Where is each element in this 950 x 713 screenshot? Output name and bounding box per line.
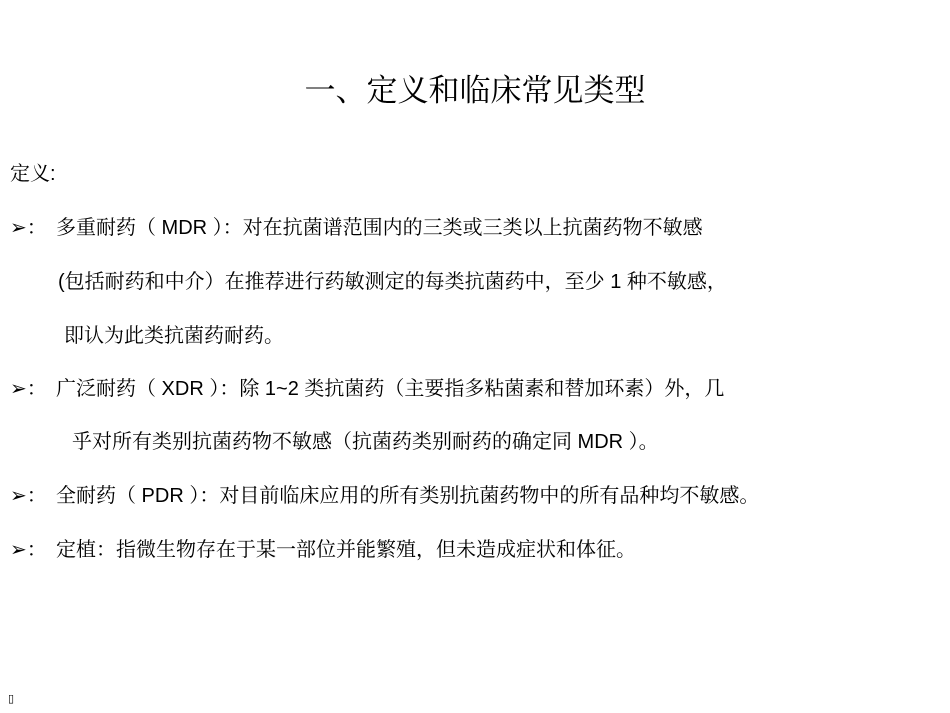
bullet-item-xdr-line-1 bbox=[10, 375, 724, 403]
bullet-arrow-icon: ➢： bbox=[10, 217, 47, 239]
bullet-item-mdr-line-2: (包括耐药和中介）在推荐进行药敏测定的每类抗菌药中，至少 1 种不敏感， bbox=[58, 271, 727, 293]
bullet-item-colonization bbox=[10, 536, 636, 564]
bullet-text: 全耐药（ PDR ）：对目前临床应用的所有类别抗菌药物中的所有品种均不敏感。 bbox=[56, 485, 760, 507]
bullet-text: 广泛耐药（ XDR ）：除 1~2 类抗菌药（主要指多粘菌素和替加环素）外，几 bbox=[56, 378, 725, 400]
bullet-item-mdr-line-3: 即认为此类抗菌药耐药。 bbox=[64, 325, 284, 347]
slide-title: 一、定义和临床常见类型 bbox=[304, 73, 646, 108]
bullet-arrow-icon: ➢： bbox=[10, 378, 47, 400]
bullet-arrow-icon: ➢： bbox=[10, 539, 47, 561]
bullet-item-xdr-line-2: 乎对所有类别抗菌药物不敏感（抗菌药类别耐药的确定同 MDR ）。 bbox=[72, 431, 659, 453]
footer-placeholder-icon: ▯ bbox=[8, 693, 15, 705]
bullet-item-pdr bbox=[10, 482, 759, 510]
bullet-arrow-icon: ➢： bbox=[10, 485, 47, 507]
bullet-text: 定植：指微生物存在于某一部位并能繁殖，但未造成症状和体征。 bbox=[56, 539, 636, 561]
bullet-text: 多重耐药（ MDR ）：对在抗菌谱范围内的三类或三类以上抗菌药物不敏感 bbox=[56, 217, 703, 239]
definition-label: 定义: bbox=[10, 163, 56, 185]
bullet-item-mdr-line-1 bbox=[10, 214, 703, 242]
